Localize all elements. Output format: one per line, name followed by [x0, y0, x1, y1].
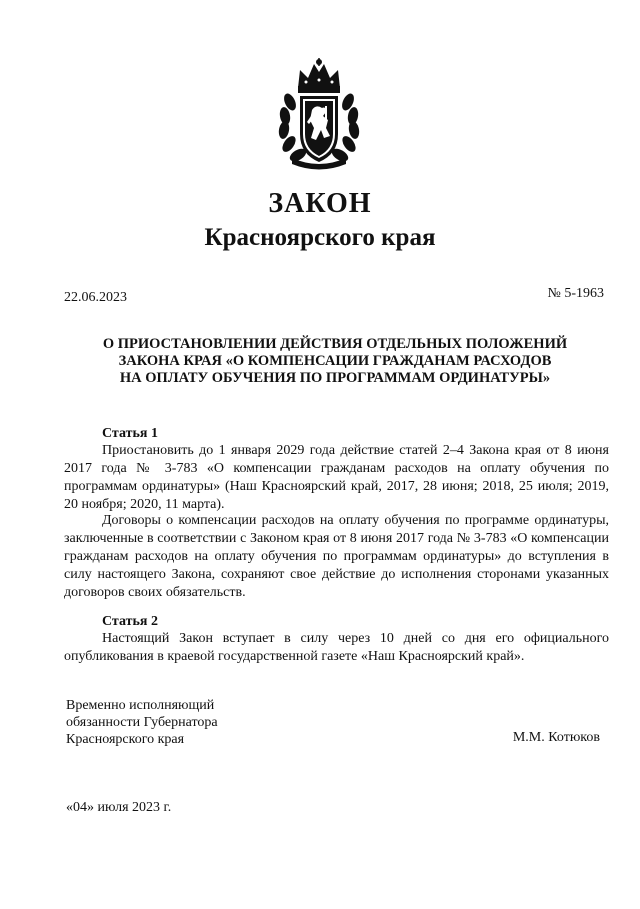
- document-date: 22.06.2023: [64, 290, 127, 305]
- document-title: ЗАКОН: [268, 188, 372, 219]
- article-1-paragraph-2: Договоры о компенсации расходов на оплату обучения по программе ординатуры, заключенные в соответствии с Законом края от 8 июня 2017 года № 3-783 «О компенсации гражданам расходов на оплату обучения по программам ординатуры» до вступления в силу настоящего Закона, сохраняют свое действие до исполнения сторонами указанных договоров своих обязательств.: [64, 513, 609, 600]
- document-subtitle: Красноярского края: [204, 224, 436, 251]
- article-2-title: Статья 2: [102, 614, 158, 629]
- signatory-position-line: Временно исполняющий: [66, 698, 215, 713]
- law-heading-line: ЗАКОНА КРАЯ «О КОМПЕНСАЦИИ ГРАЖДАНАМ РАСХОДОВ: [118, 353, 552, 369]
- article-2-paragraph-1: Настоящий Закон вступает в силу через 10 дней со дня его официального опубликования в краевой государственной газете «Наш Красноярский край».: [64, 631, 609, 664]
- document-number: № 5-1963: [547, 286, 604, 301]
- signatory-name: М.М. Котюков: [512, 730, 600, 745]
- law-heading-line: О ПРИОСТАНОВЛЕНИИ ДЕЙСТВИЯ ОТДЕЛЬНЫХ ПОЛОЖЕНИЙ: [102, 336, 568, 352]
- coat-of-arms-icon: [276, 58, 362, 170]
- law-heading: [60, 336, 610, 387]
- signatory-position: [66, 697, 218, 748]
- article-1-paragraph-1: Приостановить до 1 января 2029 года действие статей 2–4 Закона края от 8 июня 2017 года № 3-783 «О компенсации гражданам расходов на оплату обучения по программам ординатуры» (Наш Красноярский край, 2017, 28 июня; 2018, 25 июля; 2019, 20 ноября; 2020, 11 марта).: [64, 443, 609, 512]
- signatory-position-line: Красноярского края: [66, 732, 185, 747]
- law-heading-line: НА ОПЛАТУ ОБУЧЕНИЯ ПО ПРОГРАММАМ ОРДИНАТУРЫ»: [119, 370, 551, 386]
- article-1-title: Статья 1: [102, 426, 158, 441]
- signatory-position-line: обязанности Губернатора: [66, 715, 218, 730]
- signing-date: «04» июля 2023 г.: [66, 800, 172, 815]
